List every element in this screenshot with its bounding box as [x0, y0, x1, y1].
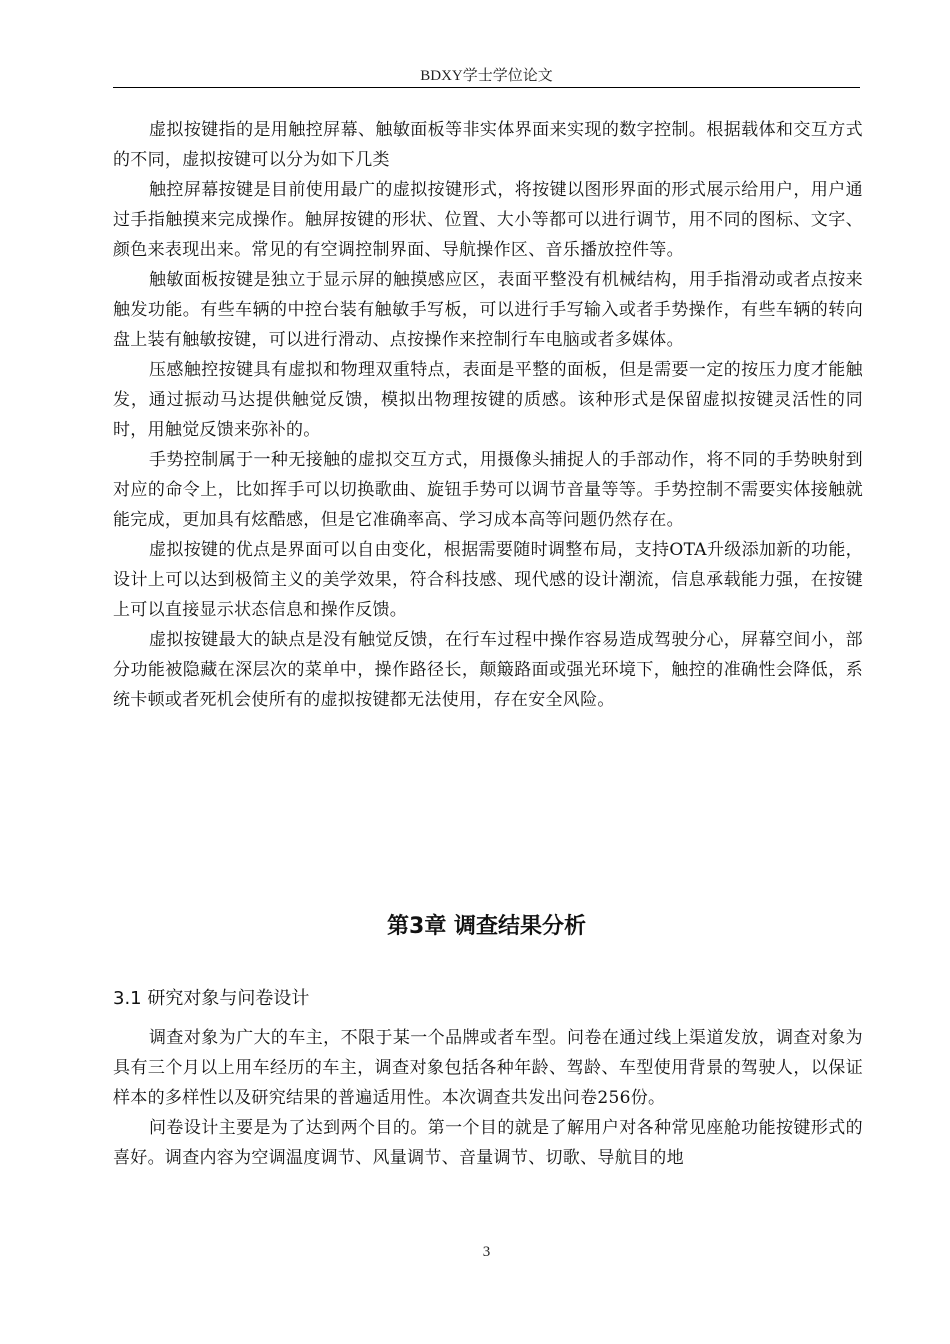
chapter-title: 第3章 调查结果分析	[387, 914, 586, 939]
paragraph: 触控屏幕按键是目前使用最广的虚拟按键形式，将按键以图形界面的形式展示给用户，用户通过手指触摸来完成操作。触屏按键的形状、位置、大小等都可以进行调节，用不同的图标、文字、颜色来表现出来。常见的有空调控制界面、导航操作区、音乐播放控件等。	[113, 180, 863, 260]
body-text	[113, 115, 863, 715]
paragraph: 触敏面板按键是独立于显示屏的触摸感应区，表面平整没有机械结构，用手指滑动或者点按来触发功能。有些车辆的中控台装有触敏手写板，可以进行手写输入或者手势操作，有些车辆的转向盘上装有触敏按键，可以进行滑动、点按操作来控制行车电脑或者多媒体。	[113, 270, 863, 350]
header-rule	[113, 87, 860, 88]
section-title: 3.1 研究对象与问卷设计	[113, 988, 310, 1009]
paragraph: 虚拟按键的优点是界面可以自由变化，根据需要随时调整布局，支持OTA升级添加新的功能，设计上可以达到极简主义的美学效果，符合科技感、现代感的设计潮流，信息承载能力强，在按键上可以直接显示状态信息和操作反馈。	[113, 540, 863, 620]
paragraph: 虚拟按键指的是用触控屏幕、触敏面板等非实体界面来实现的数字控制。根据载体和交互方式的不同，虚拟按键可以分为如下几类	[113, 120, 863, 170]
paragraph: 手势控制属于一种无接触的虚拟交互方式，用摄像头捕捉人的手部动作，将不同的手势映射到对应的命令上，比如挥手可以切换歌曲、旋钮手势可以调节音量等等。手势控制不需要实体接触就能完成，更加具有炫酷感，但是它准确率高、学习成本高等问题仍然存在。	[113, 450, 863, 530]
page-number: 3	[482, 1244, 491, 1260]
paragraph: 问卷设计主要是为了达到两个目的。第一个目的就是了解用户对各种常见座舱功能按键形式的喜好。调查内容为空调温度调节、风量调节、音量调节、切歌、导航目的地	[113, 1118, 863, 1168]
paragraph: 调查对象为广大的车主，不限于某一个品牌或者车型。问卷在通过线上渠道发放，调查对象为具有三个月以上用车经历的车主，调查对象包括各种年龄、驾龄、车型使用背景的驾驶人，以保证样本的多样性以及研究结果的普遍适用性。本次调查共发出问卷256份。	[113, 1028, 863, 1108]
paragraph: 压感触控按键具有虚拟和物理双重特点，表面是平整的面板，但是需要一定的按压力度才能触发，通过振动马达提供触觉反馈，模拟出物理按键的质感。该种形式是保留虚拟按键灵活性的同时，用触觉反馈来弥补的。	[113, 360, 863, 440]
paragraph: 虚拟按键最大的缺点是没有触觉反馈，在行车过程中操作容易造成驾驶分心，屏幕空间小，部分功能被隐藏在深层次的菜单中，操作路径长，颠簸路面或强光环境下，触控的准确性会降低，系统卡顿或者死机会使所有的虚拟按键都无法使用，存在安全风险。	[113, 630, 863, 710]
section-body	[113, 1023, 863, 1173]
running-header: BDXY学士学位论文	[420, 68, 553, 84]
